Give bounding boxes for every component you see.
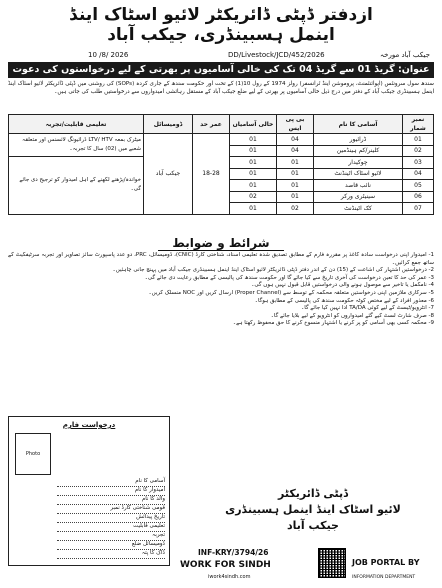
cell-bps: 04 [277,145,314,157]
cell-qualification-others: خواندہ/پڑھنے لکھنے کے اہل امیدوار کو ترجیح دی جائے گی۔ [9,157,144,215]
cell-bps: 02 [277,203,314,215]
cell-vacancies: 01 [230,203,277,215]
col-qualification: تعلیمی قابلیت/تجربہ [9,115,144,134]
cell-vacancies: 01 [230,145,277,157]
cell-post: لائیو اسٹاک اٹینڈنٹ [314,168,403,180]
signature-title: ڈپٹی ڈائریکٹر [278,487,348,500]
cell-bps: 01 [277,191,314,203]
condition-item: 6- معذور افراد کے لیے مختص کوٹہ حکومت سندھ کی پالیسی کے مطابق ہوگا۔ [254,297,434,304]
header-title-line2: اینمل ہسبینڈری، جیکب آباد [107,25,335,45]
cell-age-range: 18-28 [193,134,230,215]
col-post: آسامی کا نام [314,115,403,134]
col-vacancies: خالی آسامیاں [230,115,277,134]
condition-item: 5- سرکاری ملازمین اپنی درخواستیں متعلقہ محکمہ کے توسط سے (Proper Channel) ارسال کریں اور NOC منسلک کریں۔ [148,289,434,296]
cell-serial: 03 [403,157,434,169]
col-bps: بی پی ایس [277,115,314,134]
cell-serial: 04 [403,168,434,180]
cell-post: چوکیدار [314,157,403,169]
conditions-title-text: شرائط و ضوابط [158,236,283,251]
inf-number: INF-KRY/3794/26 [198,548,269,557]
cell-vacancies: 02 [230,191,277,203]
intro-paragraph: سندھ سول سرونٹس (اپوائنٹمنٹ، پروموشن اینڈ ٹرانسفر) رولز 1974 کے رول 10(1) کے تحت اور حکومت سندھ کے جاری کردہ (SOPs) کی روشنی میں ڈپٹی ڈائریکٹر لائیو اسٹاک اینڈ اینمل ہسبینڈری جیکب آباد کے دفتر میں درج ذیل خالی آسامیوں پر بھرتی کے لیے ضلع جیکب آباد کے مستقل رہائشی امیدواروں سے درخواستیں طلب کی جاتی ہیں۔ [8,81,434,96]
condition-item: 3- عمر کی حد کا تعین درخواست کی آخری تاریخ سے کیا جائے گا اور حکومت سندھ کی پالیسی کے مطابق رعایت دی جائے گی۔ [144,274,434,281]
condition-item: 7- انٹرویو/ٹیسٹ کے لیے کوئی TA/DA ادا نہیں کیا جائے گا۔ [301,305,434,312]
reference-line [8,50,434,61]
cell-bps: 01 [277,157,314,169]
cell-post: ڈرائیور [314,134,403,146]
form-field: ڈومیسائل ضلع [57,540,165,550]
table-row [9,134,434,146]
col-age: عمر حد [193,115,230,134]
cell-vacancies: 01 [230,168,277,180]
form-field: والد کا نام [57,495,165,505]
condition-item: 8- صرف شارٹ لسٹ کیے گئے امیدواروں کو انٹرویو کے لیے بلایا جائے گا۔ [270,312,434,319]
information-department-label: INFORMATION DEPARTMENT [352,575,416,580]
condition-item: 9- محکمہ کسی بھی آسامی کو پر کرنے یا اشتہار منسوخ کرنے کا حق محفوظ رکھتا ہے۔ [232,320,434,327]
col-domicile: ڈومیسائل [144,115,193,134]
signature-city: جیکب آباد [287,519,339,532]
condition-item: 4- نامکمل یا تاخیر سے موصول ہونے والی درخواستیں قابل قبول نہیں ہوں گی۔ [251,282,434,289]
job-portal-label: JOB PORTAL BY [352,558,420,567]
form-field: قومی شناختی کارڈ نمبر [57,504,165,514]
conditions-list [8,252,434,328]
cell-serial: 07 [403,203,434,215]
subject-banner: عنوان: گریڈ 01 سے گریڈ 04 تک کی خالی آسامیوں پر بھرتی کے لیے درخواستوں کی دعوت [8,62,434,78]
qr-code-icon [318,548,346,578]
form-field: آسامی کا نام [57,477,165,487]
cell-post: کلینر/کم ہینڈمین [314,145,403,157]
cell-post: کک اٹینڈنٹ [314,203,403,215]
header-title-line1: ازدفتر ڈپٹی ڈائریکٹر لائیو اسٹاک اینڈ [69,5,373,25]
cell-bps: 04 [277,134,314,146]
reference-date: 10 /8/ 2026 [88,51,129,59]
cell-domicile: جیکب آباد [144,134,193,215]
cell-vacancies: 01 [230,134,277,146]
photo-placeholder: Photo [15,433,51,475]
reference-number: DD/Livestock/JCD/452/2026 [228,51,325,59]
conditions-title [0,236,442,250]
form-field: امیدوار کا نام [57,486,165,496]
cell-serial: 01 [403,134,434,146]
signature-department: لائیو اسٹاک اینڈ اینمل ہسبینڈری [225,503,401,516]
portal-url: iwork4sindh.com [208,574,251,580]
form-field: ڈاک کا پتہ [57,549,165,559]
application-form [8,416,170,566]
condition-item: 1- امیدوار اپنی درخواست سادہ کاغذ پر مقررہ فارم کے مطابق تصدیق شدہ تعلیمی اسناد، شناختی کارڈ (CNIC)، ڈومیسائل، PRC، دو عدد پاسپورٹ سائز تصاویر اور تجربہ سرٹیفکیٹ کے ساتھ جمع کرائیں۔ [8,252,434,266]
cell-bps: 01 [277,168,314,180]
col-serial: نمبر شمار [403,115,434,134]
cell-post: سینیٹری ورکر [314,191,403,203]
cell-serial: 02 [403,145,434,157]
posts-table [8,114,434,215]
posts-table-header [9,115,434,134]
cell-vacancies: 01 [230,157,277,169]
cell-post: نائب قاصد [314,180,403,192]
work-for-sindh-logo: WORK FOR SINDH [180,560,271,570]
form-field: تعلیمی قابلیت [57,522,165,532]
form-field: تاریخ پیدائش [57,513,165,523]
cell-bps: 01 [277,180,314,192]
cell-vacancies: 01 [230,180,277,192]
cell-serial: 06 [403,191,434,203]
cell-qualification-driver: میٹرک بمعہ LTV/ HTV ڈرائیونگ لائسنس اور متعلقہ شعبے میں (02) سال کا تجربہ۔ [9,134,144,157]
form-field: تجربہ [57,531,165,541]
signature-block [196,486,430,534]
cell-serial: 05 [403,180,434,192]
reference-date-label: جیکب آباد مورخہ [380,51,430,59]
condition-item: 2- درخواستیں اشتہار کی اشاعت کے (15) دن کے اندر دفتر ڈپٹی ڈائریکٹر لائیو اسٹاک اینڈ اینمل ہسبینڈری جیکب آباد میں پہنچ جانی چاہئیں۔ [112,267,434,274]
application-form-title: درخواست فارم [62,421,116,429]
